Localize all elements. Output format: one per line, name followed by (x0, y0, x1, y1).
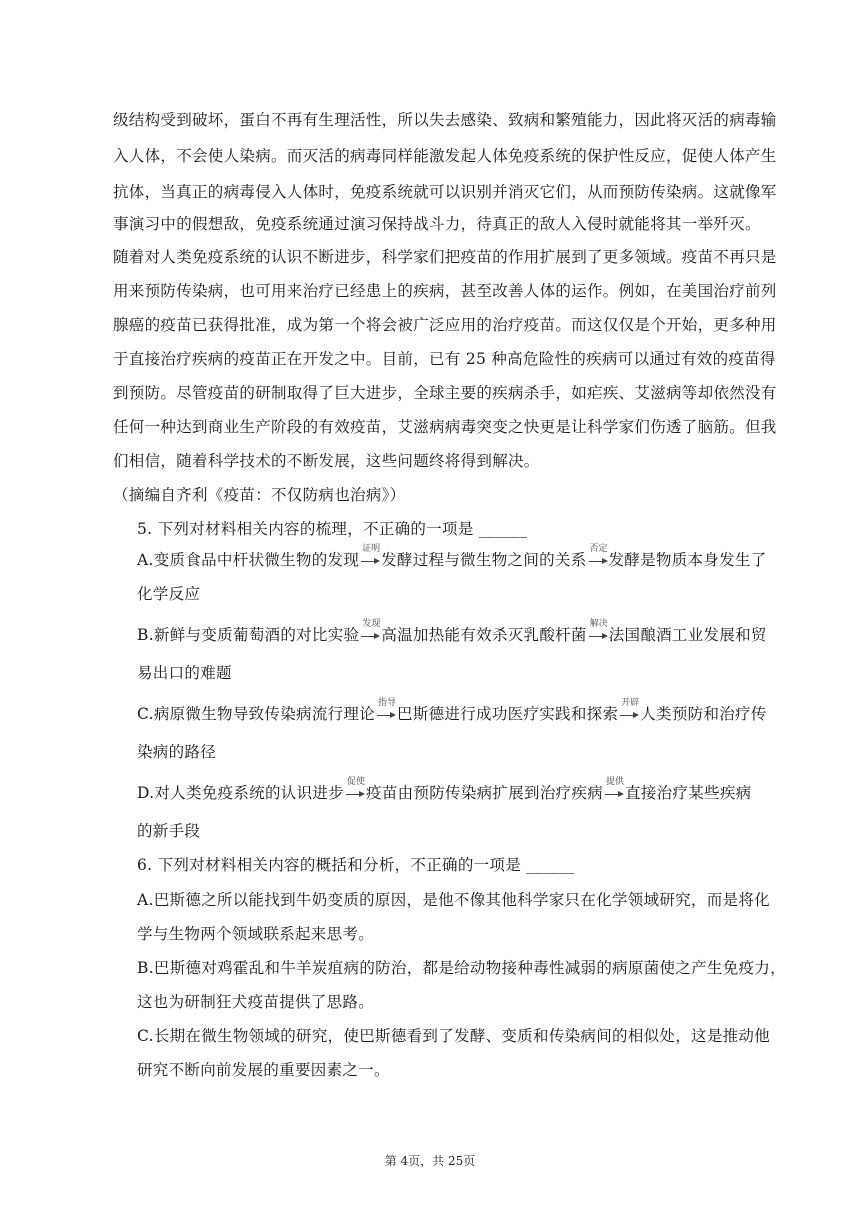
q5-option-c: C.病原微生物导致传染病流行理论 指导 巴斯德进行成功医疗实践和探索 开辟 人类预防和治疗传 (137, 698, 767, 723)
question-6-stem: 6. 下列对材料相关内容的概括和分析，不正确的一项是 ______ (137, 856, 575, 874)
arrow-icon: 发现 (360, 625, 380, 645)
paragraph-line: 随着对人类免疫系统的认识不断进步，科学家们把疫苗的作用扩展到了更多领域。疫苗不再只是 (113, 248, 777, 266)
paragraph-line: 腺癌的疫苗已获得批准，成为第一个将会被广泛应用的治疗疫苗。而这仅仅是个开始，更多种用 (113, 316, 777, 334)
q5-option-a-cont: 化学反应 (137, 585, 201, 603)
paragraph-line: 级结构受到破坏，蛋白不再有生理活性，所以失去感染、致病和繁殖能力，因此将灭活的病毒输 (113, 111, 777, 129)
page-footer: 第 4页，共 25页 (384, 1154, 476, 1168)
paragraph-line: 到预防。尽管疫苗的研制取得了巨大进步，全球主要的疾病杀手，如疟疾、艾滋病等却依然没有 (113, 384, 777, 402)
paragraph-line: 用来预防传染病，也可用来治疗已经患上的疾病，甚至改善人体的运作。例如，在美国治疗前列 (113, 282, 777, 300)
q6-option-a-cont: 学与生物两个领域联系起来思考。 (137, 925, 375, 943)
paragraph-line: 们相信，随着科学技术的不断发展，这些问题终将得到解决。 (113, 452, 540, 470)
arrow-icon: 指导 (376, 704, 396, 724)
q5-option-d-cont: 的新手段 (137, 822, 201, 840)
q5-option-c-cont: 染病的路径 (137, 743, 217, 761)
question-5-stem: 5. 下列对材料相关内容的梳理，不正确的一项是 ______ (137, 520, 528, 538)
q5-option-b: B.新鲜与变质葡萄酒的对比实验 发现 高温加热能有效杀灭乳酸杆菌 解决 法国酿酒工业发展和贸 (137, 619, 767, 644)
arrow-icon: 证明 (360, 550, 380, 570)
q5-option-b-cont: 易出口的难题 (137, 664, 232, 682)
q6-option-c-cont: 研究不断向前发展的重要因素之一。 (137, 1061, 390, 1079)
arrow-icon: 提供 (604, 783, 624, 803)
q6-option-a: A.巴斯德之所以能找到牛奶变质的原因，是他不像其他科学家只在化学领域研究，而是将化 (137, 891, 770, 909)
source-citation: （摘编自齐利《疫苗：不仅防病也治病》） (113, 486, 406, 504)
arrow-icon: 促使 (345, 783, 365, 803)
paragraph-line: 任何一种达到商业生产阶段的有效疫苗，艾滋病病毒突变之快更是让科学家们伤透了脑筋。但我 (113, 418, 777, 436)
paragraph-line: 抗体，当真正的病毒侵入人体时，免疫系统就可以识别并消灭它们，从而预防传染病。这就像军 (113, 183, 777, 201)
arrow-icon: 解决 (588, 625, 608, 645)
q6-option-b-cont: 这也为研制狂犬疫苗提供了思路。 (137, 993, 375, 1011)
paragraph-line: 入人体，不会使人染病。而灭活的病毒同样能激发起人体免疫系统的保护性反应，促使人体产生 (113, 147, 777, 165)
q6-option-c: C.长期在微生物领域的研究，使巴斯德看到了发酵、变质和传染病间的相似处，这是推动他 (137, 1027, 771, 1045)
q6-option-b: B.巴斯德对鸡霍乱和牛羊炭疽病的防治，都是给动物接种毒性减弱的病原菌使之产生免疫力， (137, 959, 786, 977)
paragraph-line: 于直接治疗疾病的疫苗正在开发之中。目前，已有 25 种高危险性的疾病可以通过有效的疫苗得 (113, 350, 776, 368)
q5-option-a: A.变质食品中杆状微生物的发现 证明 发酵过程与微生物之间的关系 否定 发酵是物质本身发生了 (137, 544, 767, 569)
arrow-icon: 开辟 (619, 704, 639, 724)
paragraph-line: 事演习中的假想敌，免疫系统通过演习保持战斗力，待真正的敌人入侵时就能将其一举歼灭。 (113, 215, 761, 233)
arrow-icon: 否定 (588, 550, 608, 570)
q5-option-d: D.对人类免疫系统的认识进步 促使 疫苗由预防传染病扩展到治疗疾病 提供 直接治疗某些疾病 (137, 777, 752, 802)
